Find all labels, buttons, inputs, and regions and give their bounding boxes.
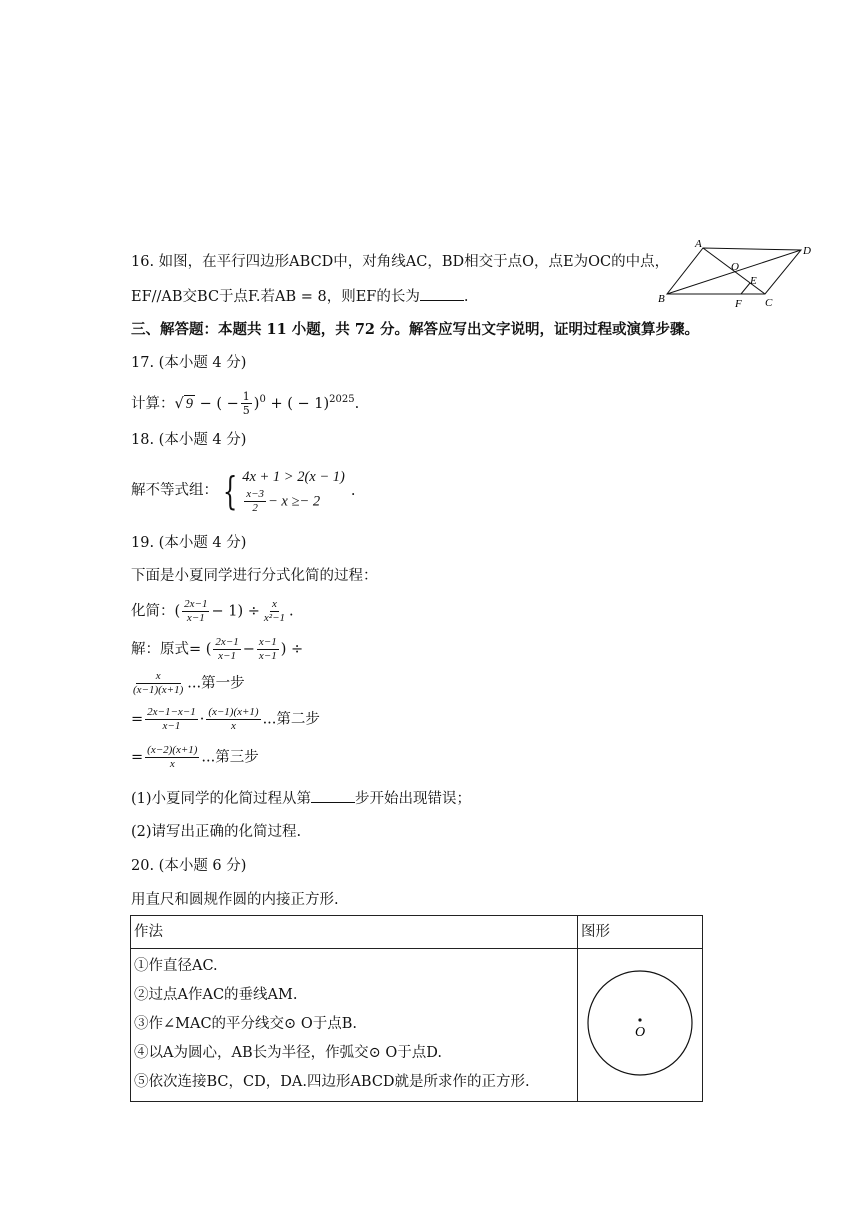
col-header-figure: 图形 bbox=[578, 916, 703, 949]
figure-cell bbox=[578, 949, 703, 1102]
q19-header: 19. (本小题 4 分) bbox=[131, 535, 247, 551]
col-header-method: 作法 bbox=[131, 916, 578, 949]
q19-step1: $\frac{x}{(x-1)(x+1)}$ ...第一步 bbox=[133, 670, 245, 696]
q17-header: 17. (本小题 4 分) bbox=[131, 355, 247, 371]
construction-table bbox=[130, 915, 703, 1102]
q19-simplify: 化简：( $\frac{2x-1}{x-1}$ − 1) ÷ $\frac{x}{\text{x²−1}}$ . bbox=[131, 598, 294, 624]
label-d: D bbox=[803, 245, 811, 257]
circle-figure bbox=[582, 965, 698, 1081]
q17-after-frac: ) bbox=[253, 395, 260, 412]
parallelogram-figure bbox=[655, 236, 815, 312]
center-point bbox=[638, 1018, 641, 1021]
q17-exp0: 0 bbox=[259, 394, 266, 405]
q18-ineq1: 4x + 1 > 2(x − 1) bbox=[242, 469, 345, 485]
q16-line2 bbox=[131, 286, 468, 307]
q17-plus-part: + ( − 1) bbox=[270, 395, 330, 412]
q18-prefix: 解不等式组： bbox=[131, 482, 218, 499]
step-5: ⑤依次连接BC，CD，DA.四边形ABCD就是所求作的正方形. bbox=[134, 1074, 530, 1090]
q18-ineq2: $\frac{x-3}{2}$ − x ≥− 2 bbox=[246, 488, 321, 514]
q17-exp2025: 2025 bbox=[329, 394, 355, 405]
step-blank[interactable] bbox=[311, 788, 355, 803]
step-4: ④以A为圆心，AB长为半径，作弧交⊙ O于点D. bbox=[134, 1045, 442, 1061]
step-1: ①作直径AC. bbox=[134, 958, 218, 974]
q17-expression bbox=[131, 390, 359, 417]
q20-header: 20. (本小题 6 分) bbox=[131, 858, 247, 874]
q19-part1: (1)小夏同学的化简过程从第 步开始出现错误； bbox=[131, 788, 471, 809]
q20-intro: 用直尺和圆规作圆的内接正方形. bbox=[131, 892, 339, 908]
q16-line1: 16. 如图，在平行四边形ABCD中，对角线AC，BD相交于点O，点E为OC的中点， bbox=[131, 254, 670, 270]
brace-icon: { bbox=[222, 468, 238, 513]
q16-period: . bbox=[463, 289, 469, 305]
q17-prefix: 计算： bbox=[131, 395, 175, 412]
step-2: ②过点A作AC的垂线AM. bbox=[134, 987, 298, 1003]
q18-inequalities bbox=[242, 466, 345, 515]
q18-end: . bbox=[350, 482, 356, 499]
q17-sqrt-arg: 9 bbox=[185, 395, 193, 412]
q16-line2-text: EF//AB交BC于点F.若AB = 8，则EF的长为 bbox=[131, 289, 420, 305]
q17-fraction: $\frac{1}{5}$ bbox=[242, 390, 250, 418]
circle-center-label: O bbox=[635, 1025, 646, 1040]
q18-header: 18. (本小题 4 分) bbox=[131, 432, 247, 448]
q19-step3: = $\frac{(x-2)(x+1)}{x}$ ...第三步 bbox=[131, 744, 259, 770]
label-f: F bbox=[735, 298, 742, 310]
construction-steps bbox=[131, 949, 578, 1102]
label-a: A bbox=[695, 238, 702, 250]
q17-end: . bbox=[354, 395, 360, 412]
circle-o bbox=[588, 971, 692, 1075]
q19-intro: 下面是小夏同学进行分式化简的过程： bbox=[131, 568, 378, 584]
label-e: E bbox=[750, 275, 757, 287]
step-3: ③作∠MAC的平分线交⊙ O于点B. bbox=[134, 1016, 357, 1032]
q19-step2: = $\frac{2x-1-x-1}{x-1}$ · $\frac{(x-1)(x+1)}{x}$ ...第二步 bbox=[131, 706, 320, 732]
q17-minus-paren: − ( − bbox=[199, 395, 239, 412]
q19-part2: (2)请写出正确的化简过程. bbox=[131, 824, 302, 840]
segment-ef bbox=[741, 283, 750, 294]
sqrt-icon: √ bbox=[174, 395, 184, 412]
q19-solution-start: 解：原式= ( $\frac{2x-1}{x-1}$ − $\frac{x-1}{x-1}$ ) ÷ bbox=[131, 636, 304, 662]
label-b: B bbox=[658, 293, 665, 305]
section3-heading: 三、解答题：本题共 11 小题，共 72 分。解答应写出文字说明，证明过程或演算步骤。 bbox=[131, 321, 700, 338]
label-c: C bbox=[765, 297, 773, 309]
q18-system bbox=[131, 466, 355, 515]
label-o: O bbox=[731, 261, 739, 273]
answer-blank[interactable] bbox=[420, 286, 464, 301]
